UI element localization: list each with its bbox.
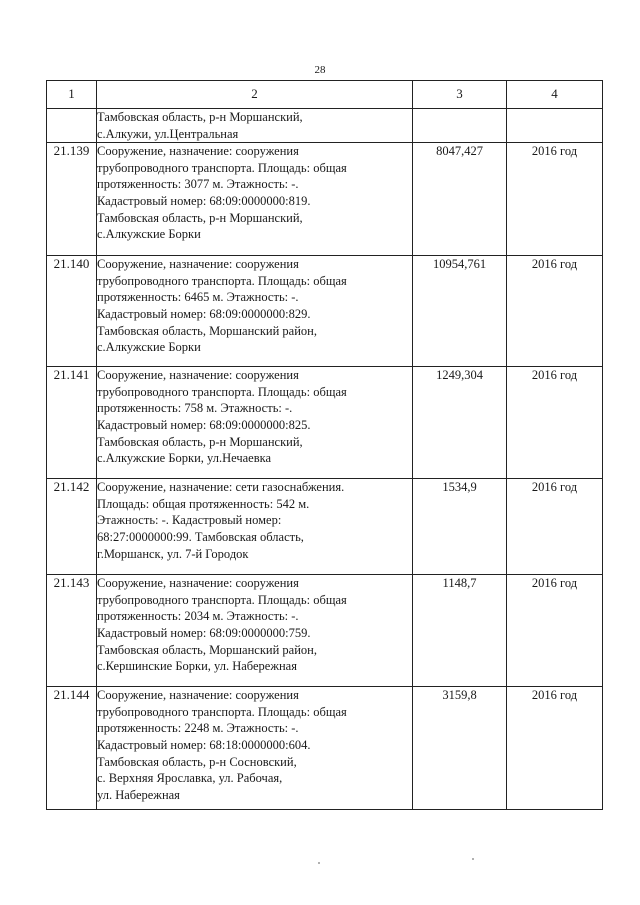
row-area-cell: 10954,761 <box>413 256 507 367</box>
row-area-cell: 1249,304 <box>413 367 507 479</box>
property-registry-table <box>46 80 603 810</box>
row-number-cell: 21.142 <box>47 479 97 575</box>
description-line: трубопроводного транспорта. Площадь: общая <box>97 273 347 288</box>
description-line: с.Алкужские Борки <box>97 340 201 355</box>
description-line: Кадастровый номер: 68:18:0000000:604. <box>97 737 311 752</box>
column-header-description: 2 <box>97 81 413 109</box>
row-year-cell: 2016 год <box>507 575 603 687</box>
description-line: протяженность: 758 м. Этажность: -. <box>97 401 293 416</box>
row-number-cell: 21.140 <box>47 256 97 367</box>
description-line: Сооружение, назначение: сооружения <box>97 576 299 591</box>
description-line: Тамбовская область, р-н Моршанский, <box>97 110 303 124</box>
row-area-cell: 3159,8 <box>413 687 507 810</box>
description-line: с.Алкужи, ул.Центральная <box>97 126 239 141</box>
description-line: трубопроводного транспорта. Площадь: общая <box>97 160 347 175</box>
description-line: Кадастровый номер: 68:09:0000000:759. <box>97 625 311 640</box>
column-header-number: 1 <box>47 81 97 109</box>
description-line: Тамбовская область, р-н Моршанский, <box>97 210 303 225</box>
description-line: трубопроводного транспорта. Площадь: общая <box>97 704 347 719</box>
row-description-cell <box>97 575 413 687</box>
description-line: Сооружение, назначение: сооружения <box>97 257 299 272</box>
description-line: ул. Набережная <box>97 787 180 802</box>
description-line: 68:27:0000000:99. Тамбовская область, <box>97 529 304 544</box>
scan-speck <box>318 862 320 864</box>
continuation-row <box>47 109 603 143</box>
row-description-cell <box>97 109 413 143</box>
row-area-cell: 1534,9 <box>413 479 507 575</box>
row-number-cell: 21.143 <box>47 575 97 687</box>
description-line: Кадастровый номер: 68:09:0000000:819. <box>97 193 311 208</box>
description-line: г.Моршанск, ул. 7-й Городок <box>97 546 249 561</box>
description-line: Сооружение, назначение: сооружения <box>97 688 299 703</box>
table-row <box>47 687 603 810</box>
table-row <box>47 143 603 256</box>
row-number-cell: 21.141 <box>47 367 97 479</box>
row-year-cell: 2016 год <box>507 687 603 810</box>
table-row <box>47 256 603 367</box>
description-line: Кадастровый номер: 68:09:0000000:829. <box>97 306 311 321</box>
row-description-cell <box>97 687 413 810</box>
description-line: Площадь: общая протяженность: 542 м. <box>97 496 310 511</box>
row-description-cell <box>97 479 413 575</box>
table-header-row <box>47 81 603 109</box>
description-line: протяженность: 2034 м. Этажность: -. <box>97 609 299 624</box>
description-line: с. Верхняя Ярославка, ул. Рабочая, <box>97 771 283 786</box>
row-description-cell <box>97 367 413 479</box>
description-line: протяженность: 3077 м. Этажность: -. <box>97 177 299 192</box>
description-line: Кадастровый номер: 68:09:0000000:825. <box>97 417 311 432</box>
table-row <box>47 479 603 575</box>
table-row <box>47 575 603 687</box>
description-line: протяженность: 2248 м. Этажность: -. <box>97 721 299 736</box>
page-number: 28 <box>314 64 326 76</box>
column-header-year: 4 <box>507 81 603 109</box>
row-year-cell <box>507 109 603 143</box>
row-area-cell: 1148,7 <box>413 575 507 687</box>
description-line: Этажность: -. Кадастровый номер: <box>97 513 282 528</box>
description-line: с.Алкужские Борки <box>97 227 201 242</box>
description-line: Тамбовская область, р-н Сосновский, <box>97 754 297 769</box>
row-area-cell <box>413 109 507 143</box>
row-year-cell: 2016 год <box>507 367 603 479</box>
row-description-cell <box>97 143 413 256</box>
row-year-cell: 2016 год <box>507 479 603 575</box>
description-line: Тамбовская область, Моршанский район, <box>97 642 317 657</box>
row-number-cell <box>47 109 97 143</box>
description-line: с.Кершинские Борки, ул. Набережная <box>97 659 297 674</box>
row-year-cell: 2016 год <box>507 256 603 367</box>
description-line: Сооружение, назначение: сети газоснабжения. <box>97 480 345 495</box>
table-row <box>47 367 603 479</box>
description-line: Сооружение, назначение: сооружения <box>97 144 299 159</box>
description-line: Сооружение, назначение: сооружения <box>97 368 299 383</box>
row-number-cell: 21.139 <box>47 143 97 256</box>
description-line: трубопроводного транспорта. Площадь: общая <box>97 384 347 399</box>
description-line: с.Алкужские Борки, ул.Нечаевка <box>97 451 272 466</box>
description-line: Тамбовская область, р-н Моршанский, <box>97 434 303 449</box>
row-year-cell: 2016 год <box>507 143 603 256</box>
description-line: трубопроводного транспорта. Площадь: общая <box>97 592 347 607</box>
row-area-cell: 8047,427 <box>413 143 507 256</box>
row-number-cell: 21.144 <box>47 687 97 810</box>
row-description-cell <box>97 256 413 367</box>
description-line: Тамбовская область, Моршанский район, <box>97 323 317 338</box>
scan-speck <box>472 858 474 860</box>
column-header-area: 3 <box>413 81 507 109</box>
description-line: протяженность: 6465 м. Этажность: -. <box>97 290 299 305</box>
